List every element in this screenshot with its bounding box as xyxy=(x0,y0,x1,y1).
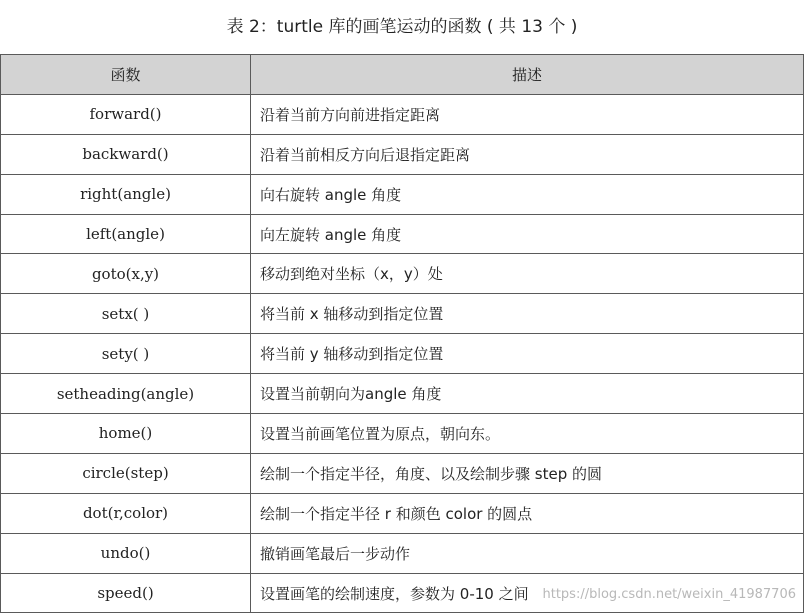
function-cell: forward() xyxy=(1,94,251,134)
column-header-description: 描述 xyxy=(251,55,804,95)
description-cell: 沿着当前方向前进指定距离 xyxy=(251,94,804,134)
description-cell: 绘制一个指定半径 r 和颜色 color 的圆点 xyxy=(251,493,804,533)
function-cell: left(angle) xyxy=(1,214,251,254)
description-cell: 将当前 x 轴移动到指定位置 xyxy=(251,294,804,334)
table-row xyxy=(1,174,804,214)
function-cell: setx( ) xyxy=(1,294,251,334)
table-header-row xyxy=(1,55,804,95)
table-row xyxy=(1,374,804,414)
function-cell: sety( ) xyxy=(1,334,251,374)
function-cell: speed() xyxy=(1,573,251,613)
table-row xyxy=(1,414,804,454)
description-cell: 沿着当前相反方向后退指定距离 xyxy=(251,134,804,174)
description-cell: 移动到绝对坐标（x，y）处 xyxy=(251,254,804,294)
description-cell: 设置当前朝向为angle 角度 xyxy=(251,374,804,414)
description-cell: 将当前 y 轴移动到指定位置 xyxy=(251,334,804,374)
function-cell: goto(x,y) xyxy=(1,254,251,294)
table-row xyxy=(1,214,804,254)
table-row xyxy=(1,533,804,573)
description-cell: 设置画笔的绘制速度，参数为 0-10 之间 xyxy=(251,573,804,613)
function-cell: right(angle) xyxy=(1,174,251,214)
table-row xyxy=(1,134,804,174)
description-cell: 向左旋转 angle 角度 xyxy=(251,214,804,254)
function-cell: undo() xyxy=(1,533,251,573)
table-row xyxy=(1,453,804,493)
watermark-text: https://blog.csdn.net/weixin_41987706 xyxy=(542,587,796,602)
description-cell: 向右旋转 angle 角度 xyxy=(251,174,804,214)
column-header-function: 函数 xyxy=(1,55,251,95)
table-row xyxy=(1,334,804,374)
function-cell: dot(r,color) xyxy=(1,493,251,533)
table-row xyxy=(1,254,804,294)
function-cell: home() xyxy=(1,414,251,454)
function-cell: setheading(angle) xyxy=(1,374,251,414)
table-row xyxy=(1,493,804,533)
description-cell: 撤销画笔最后一步动作 xyxy=(251,533,804,573)
function-cell: backward() xyxy=(1,134,251,174)
table-row xyxy=(1,94,804,134)
table-row xyxy=(1,294,804,334)
function-table xyxy=(0,54,804,613)
description-cell: 设置当前画笔位置为原点，朝向东。 xyxy=(251,414,804,454)
description-cell: 绘制一个指定半径，角度、以及绘制步骤 step 的圆 xyxy=(251,453,804,493)
function-cell: circle(step) xyxy=(1,453,251,493)
table-caption: 表 2：turtle 库的画笔运动的函数 ( 共 13 个 ) xyxy=(226,17,578,37)
